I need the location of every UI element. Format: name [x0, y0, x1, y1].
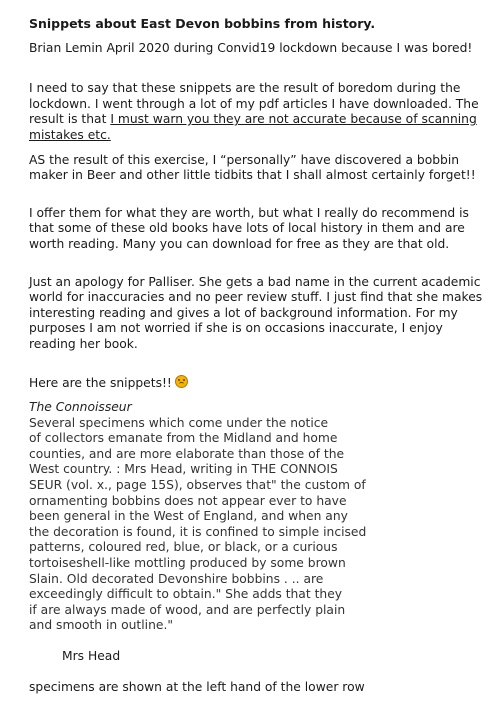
quote-line: counties, and are more elaborate than those of the — [29, 446, 345, 461]
quote-line: and smooth in outline." — [29, 618, 174, 633]
apology-paragraph: Just an apology for Palliser. She gets a bad name in the current academic world for inaccuracies and no peer review stuff. I just find that she makes interesting reading and gives a lot of background information. For my purposes I am not worried if she is on occasions inaccurate, I enjoy reading her book. — [29, 274, 483, 351]
byline: Brian Lemin April 2020 during Convid19 lockdown because I was bored! — [29, 40, 473, 55]
intro-text: I need to say that these snippets are the result of boredom during the lockdown. I went through a lot of my pdf articles I have downloaded. The result is that — [29, 81, 479, 127]
quote-line: Several specimens which come under the notice — [29, 415, 329, 430]
quote-line: if are always made of wood, and are perfectly plain — [29, 602, 346, 617]
accuracy-warning: I must warn you they are not accurate because of scanning mistakes etc. — [29, 112, 477, 142]
quote-line: ornamenting bobbins does not appear ever to have — [29, 493, 347, 508]
document-page — [29, 16, 491, 695]
quote-line: of collectors emanate from the Midland and home — [29, 431, 338, 446]
result-paragraph: AS the result of this exercise, I “personally” have discovered a bobbin maker in Beer and other little tidbits that I shall almost certainly forget!! — [29, 152, 476, 183]
snippets-heading: Here are the snippets!! — [29, 375, 491, 392]
sad-face-icon — [175, 375, 188, 388]
offer-paragraph: I offer them for what they are worth, but what I really do recommend is that some of these old books have lots of local history in them and are worth reading. Many you can download for free as they are that old. — [29, 205, 469, 251]
document-title: Snippets about East Devon bobbins from history. — [29, 16, 376, 31]
quote-line: SEUR (vol. x., page 15S), observes that" the custom of — [29, 478, 366, 493]
intro-paragraph — [29, 81, 491, 143]
quote-line: exceedingly difficult to obtain." She adds that they — [29, 587, 343, 602]
quote-line: been general in the West of England, and when any — [29, 509, 348, 524]
quote-line: the decoration is found, it is confined to simple incised — [29, 524, 367, 539]
quote-attribution: Mrs Head — [62, 649, 121, 663]
connoisseur-quote — [29, 400, 491, 634]
quote-line: patterns, coloured red, blue, or black, or a curious — [29, 540, 338, 555]
quote-source: The Connoisseur — [29, 400, 132, 415]
quote-line: West country. : Mrs Head, writing in THE CONNOIS — [29, 462, 338, 477]
quote-line: tortoiseshell-like mottling produced by some brown — [29, 556, 346, 571]
footer-line: specimens are shown at the left hand of the lower row — [29, 679, 365, 694]
quote-line: Slain. Old decorated Devonshire bobbins . .. are — [29, 571, 324, 586]
